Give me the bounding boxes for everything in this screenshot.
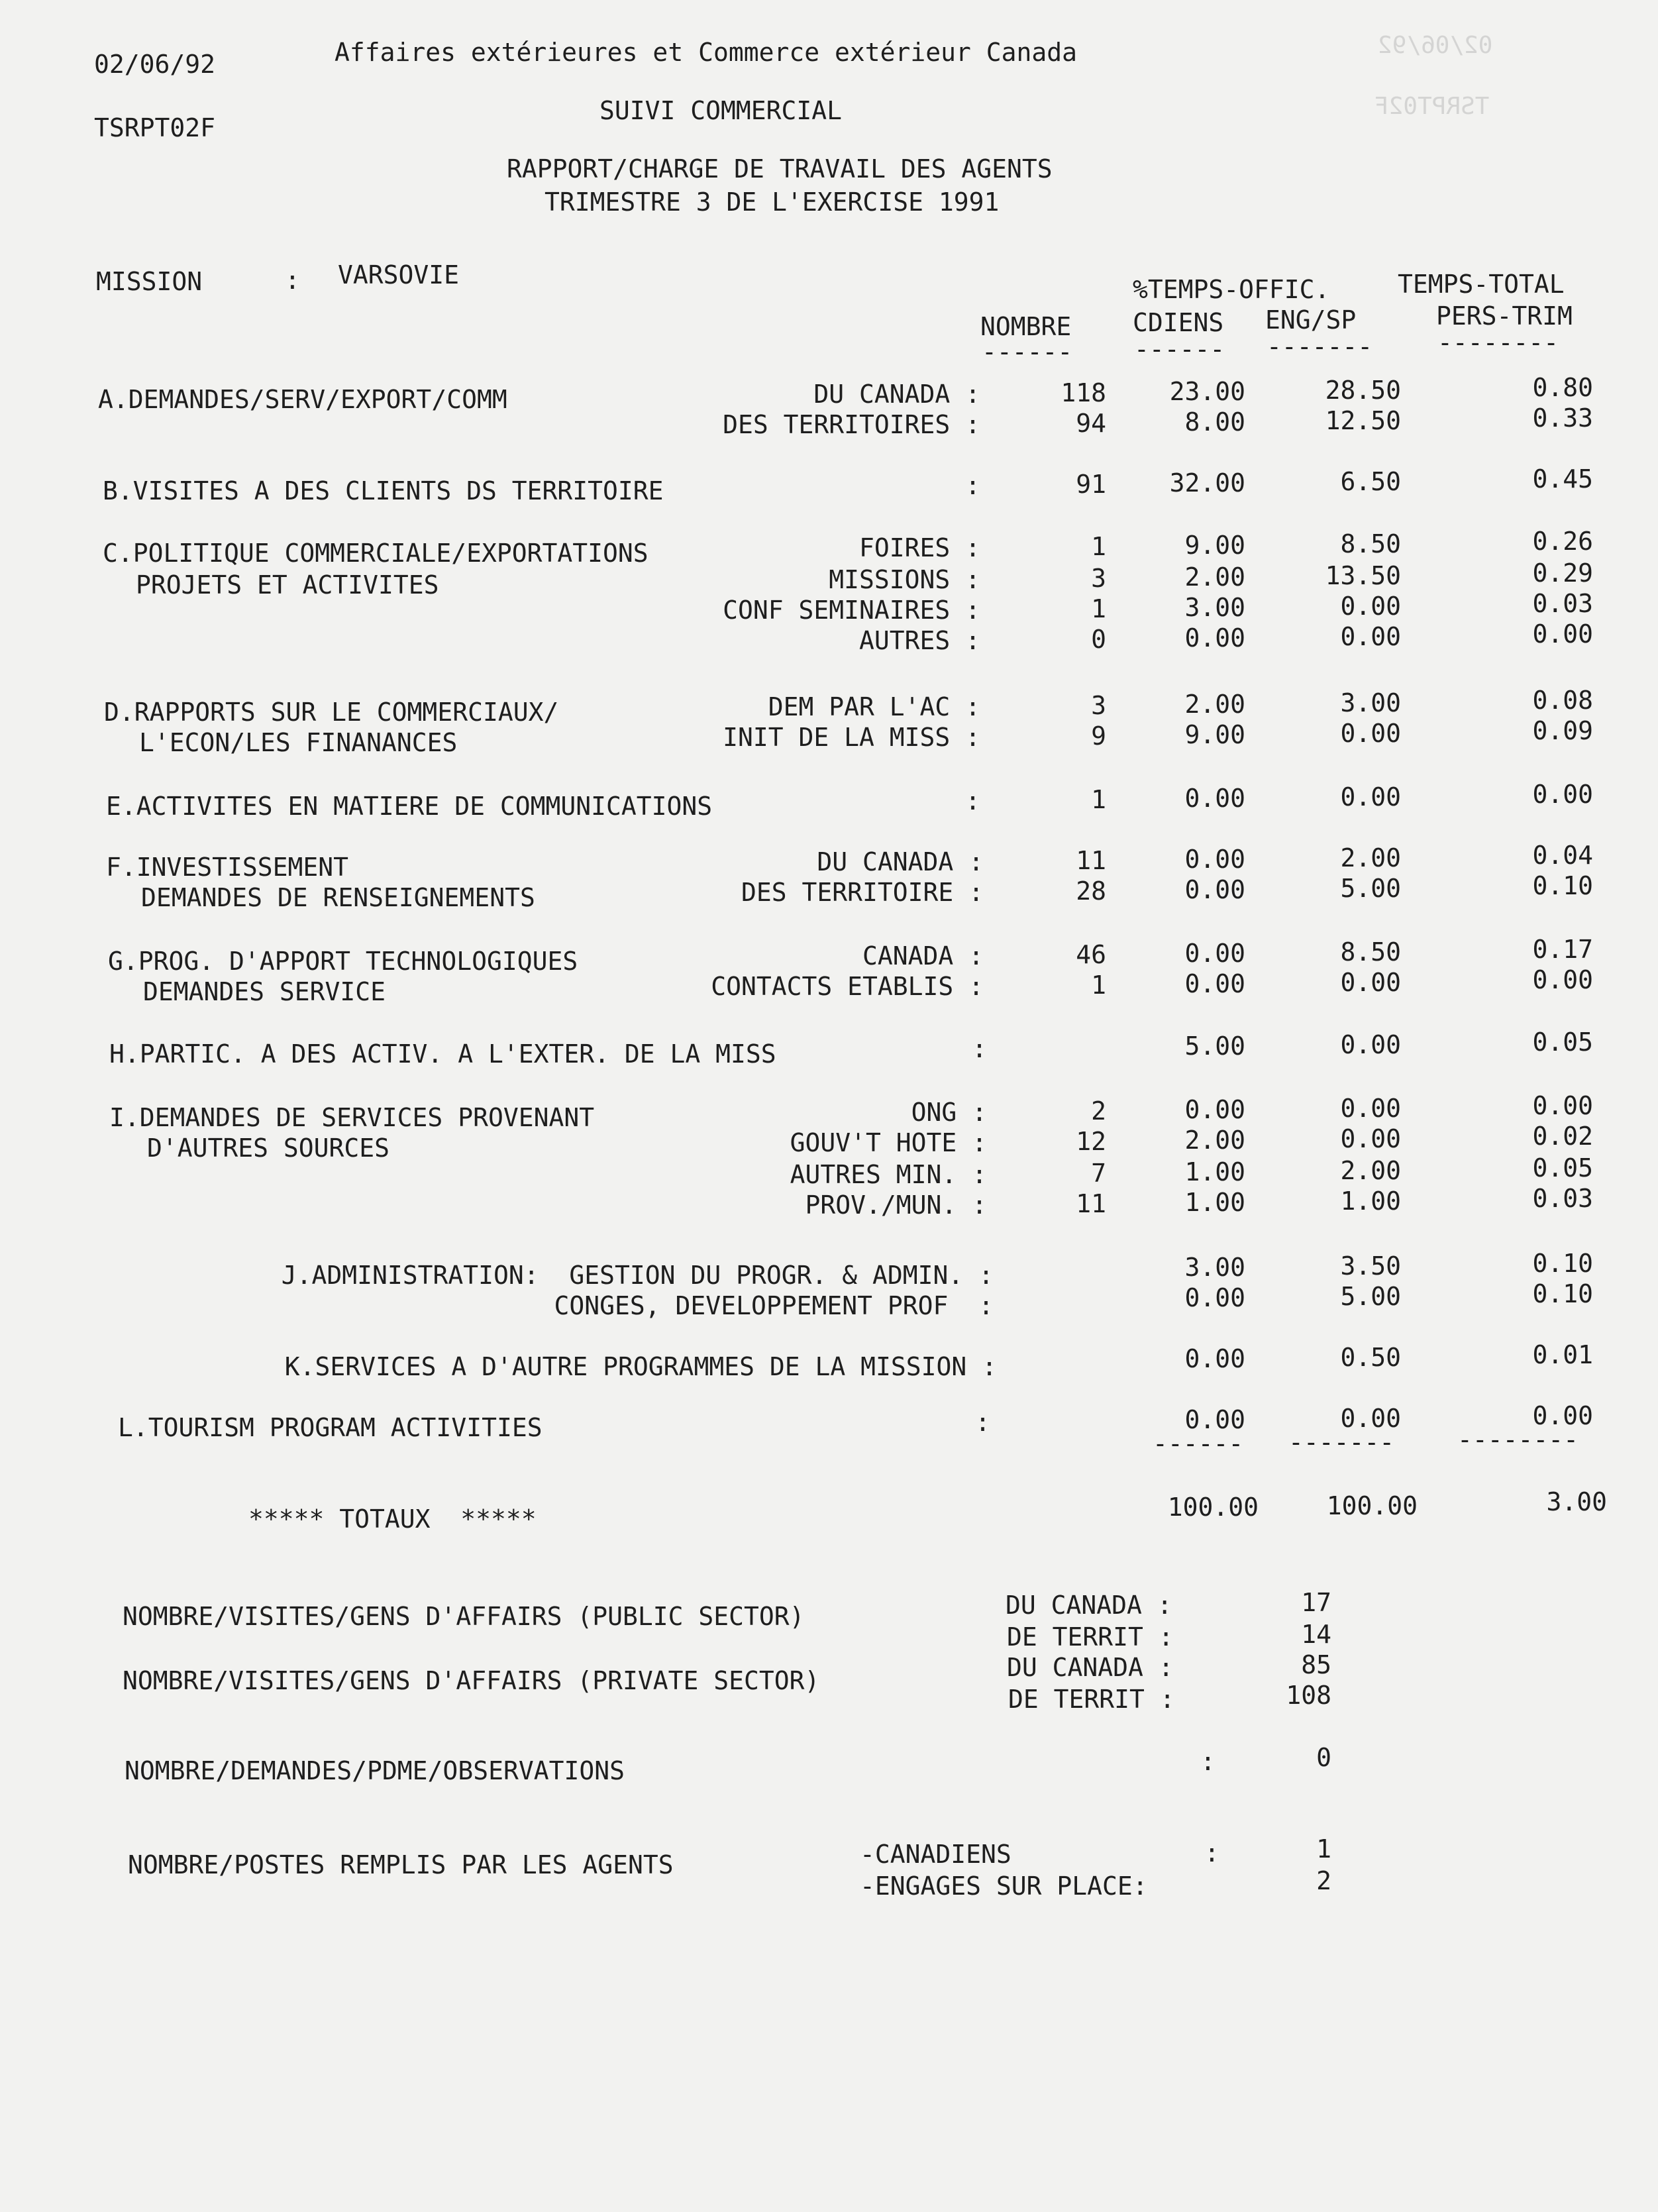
- row-nombre: 3: [1091, 691, 1106, 720]
- row-eng-sp: 3.00: [1340, 688, 1401, 717]
- row-pers-trim: 0.45: [1532, 464, 1593, 494]
- pdme-label: NOMBRE/DEMANDES/PDME/OBSERVATIONS: [125, 1756, 625, 1785]
- row-eng-sp: 6.50: [1340, 467, 1401, 496]
- row-label: D'AUTRES SOURCES: [147, 1133, 390, 1163]
- row-nombre: 1: [1091, 785, 1106, 814]
- row-nombre: 94: [1076, 409, 1106, 438]
- row-cdiens: 2.00: [1184, 690, 1245, 719]
- postes-canadiens-label: -CANADIENS: [860, 1840, 1011, 1869]
- row-sublabel: DES TERRITOIRE :: [741, 878, 984, 907]
- row-nombre: 7: [1091, 1159, 1106, 1188]
- row-nombre: 118: [1061, 378, 1106, 407]
- row-cdiens: 0.00: [1184, 1405, 1245, 1434]
- row-eng-sp: 5.00: [1340, 1282, 1401, 1311]
- row-eng-sp: 0.00: [1340, 1124, 1401, 1153]
- row-nombre: 0: [1091, 625, 1106, 654]
- row-label: B.VISITES A DES CLIENTS DS TERRITOIRE: [103, 476, 664, 505]
- row-cdiens: 2.00: [1184, 562, 1245, 592]
- row-eng-sp: 2.00: [1340, 843, 1401, 872]
- postes-canadiens-separator: :: [1204, 1838, 1219, 1868]
- row-cdiens: 0.00: [1184, 1344, 1245, 1373]
- row-label: L'ECON/LES FINANANCES: [139, 728, 458, 757]
- row-nombre: 11: [1076, 1189, 1106, 1218]
- row-eng-sp: 8.50: [1340, 937, 1401, 967]
- row-pers-trim: 0.17: [1532, 935, 1593, 964]
- row-pers-trim: 0.00: [1532, 619, 1593, 649]
- row-eng-sp: 13.50: [1325, 561, 1401, 590]
- row-cdiens: 9.00: [1184, 531, 1245, 560]
- system-name: SUIVI COMMERCIAL: [599, 96, 843, 125]
- postes-engages-label: -ENGAGES SUR PLACE:: [860, 1871, 1148, 1901]
- row-sublabel: AUTRES :: [858, 626, 980, 655]
- row-cdiens: 0.00: [1184, 939, 1245, 968]
- row-pers-trim: 0.02: [1532, 1122, 1593, 1151]
- row-cdiens: 2.00: [1184, 1126, 1245, 1155]
- row-nombre: 91: [1076, 470, 1106, 499]
- row-cdiens: 0.00: [1184, 1095, 1245, 1124]
- row-label: G.PROG. D'APPORT TECHNOLOGIQUES: [108, 947, 578, 976]
- row-eng-sp: 0.00: [1340, 622, 1401, 651]
- row-cdiens: 32.00: [1169, 468, 1245, 498]
- column-rule-pers-trim: --------: [1437, 328, 1559, 357]
- row-label: E.ACTIVITES EN MATIERE DE COMMUNICATIONS: [106, 792, 713, 821]
- row-label: DEMANDES SERVICE: [143, 977, 386, 1006]
- row-cdiens: 0.00: [1184, 784, 1245, 813]
- row-label: A.DEMANDES/SERV/EXPORT/COMM: [98, 385, 507, 414]
- row-nombre: 3: [1091, 564, 1106, 593]
- row-sublabel: :: [965, 471, 980, 500]
- postes-label: NOMBRE/POSTES REMPLIS PAR LES AGENTS: [128, 1850, 674, 1879]
- row-pers-trim: 0.08: [1532, 686, 1593, 715]
- row-cdiens: 0.00: [1184, 969, 1245, 998]
- postes-engages-value: 2: [1316, 1866, 1331, 1895]
- report-title: RAPPORT/CHARGE DE TRAVAIL DES AGENTS: [507, 154, 1053, 184]
- row-cdiens: 3.00: [1184, 593, 1245, 622]
- row-pers-trim: 0.10: [1532, 1249, 1593, 1278]
- row-pers-trim: 0.09: [1532, 716, 1593, 745]
- bleed-through-code: TSRPT02F: [1374, 93, 1490, 120]
- row-eng-sp: 0.00: [1340, 1094, 1401, 1123]
- row-eng-sp: 0.00: [1340, 782, 1401, 812]
- row-pers-trim: 0.26: [1532, 527, 1593, 556]
- row-cdiens: 3.00: [1184, 1253, 1245, 1282]
- row-sublabel: MISSIONS :: [829, 565, 980, 594]
- row-sublabel: CONF SEMINAIRES :: [723, 596, 980, 625]
- row-eng-sp: 0.00: [1340, 592, 1401, 621]
- row-cdiens: 23.00: [1169, 377, 1245, 406]
- row-pers-trim: 0.03: [1532, 589, 1593, 618]
- total-cdiens: 100.00: [1167, 1493, 1259, 1522]
- public-territ-value: 14: [1301, 1620, 1331, 1649]
- row-nombre: 1: [1091, 971, 1106, 1000]
- row-sublabel: DU CANADA :: [813, 380, 980, 409]
- postes-canadiens-value: 1: [1316, 1834, 1331, 1864]
- private-territ-value: 108: [1286, 1681, 1331, 1710]
- row-label: PROJETS ET ACTIVITES: [136, 570, 439, 600]
- private-territ-label: DE TERRIT :: [1008, 1685, 1175, 1714]
- mission-label: MISSION: [96, 267, 203, 296]
- row-cdiens: 8.00: [1184, 407, 1245, 437]
- row-sublabel: FOIRES :: [858, 533, 980, 562]
- public-canada-value: 17: [1301, 1588, 1331, 1617]
- row-eng-sp: 0.50: [1340, 1343, 1401, 1372]
- private-canada-label: DU CANADA :: [1007, 1653, 1174, 1682]
- row-nombre: 28: [1076, 876, 1106, 906]
- row-cdiens: 0.00: [1184, 1283, 1245, 1312]
- totals-label: ***** TOTAUX *****: [248, 1504, 537, 1534]
- private-visits-label: NOMBRE/VISITES/GENS D'AFFAIRS (PRIVATE SECTOR): [123, 1666, 820, 1695]
- row-pers-trim: 0.00: [1532, 965, 1593, 994]
- row-pers-trim: 0.00: [1532, 1091, 1593, 1120]
- pdme-separator: :: [1200, 1747, 1216, 1776]
- row-cdiens: 0.00: [1184, 623, 1245, 653]
- mission-value: VARSOVIE: [338, 260, 460, 290]
- row-nombre: 1: [1091, 594, 1106, 623]
- row-sublabel: CANADA :: [862, 941, 984, 971]
- row-label: I.DEMANDES DE SERVICES PROVENANT: [109, 1103, 595, 1132]
- report-code: TSRPT02F: [94, 113, 216, 142]
- row-cdiens: 5.00: [1184, 1031, 1245, 1061]
- report-date: 02/06/92: [94, 50, 216, 79]
- row-label: F.INVESTISSEMENT: [106, 853, 349, 882]
- public-territ-label: DE TERRIT :: [1007, 1622, 1174, 1652]
- row-eng-sp: 12.50: [1325, 406, 1401, 435]
- row-label: CONGES, DEVELOPPEMENT PROF :: [554, 1291, 994, 1320]
- row-eng-sp: 0.00: [1340, 719, 1401, 748]
- column-header-cdiens: CDIENS: [1133, 308, 1224, 337]
- column-rule-cdiens: ------: [1134, 335, 1225, 364]
- row-eng-sp: 2.00: [1340, 1156, 1401, 1185]
- row-sublabel: CONTACTS ETABLIS :: [711, 972, 984, 1001]
- row-nombre: 12: [1076, 1127, 1106, 1156]
- row-label: H.PARTIC. A DES ACTIV. A L'EXTER. DE LA MISS: [109, 1039, 776, 1069]
- row-pers-trim: 0.03: [1532, 1184, 1593, 1213]
- totals-rule-cdiens: ------: [1153, 1429, 1244, 1458]
- row-label: J.ADMINISTRATION: GESTION DU PROGR. & ADMIN. :: [281, 1261, 994, 1290]
- row-pers-trim: 0.29: [1532, 558, 1593, 588]
- report-period: TRIMESTRE 3 DE L'EXERCISE 1991: [544, 187, 1000, 217]
- column-group-temps-offic: %TEMPS-OFFIC.: [1133, 275, 1330, 304]
- organization-name: Affaires extérieures et Commerce extérieur Canada: [335, 38, 1078, 67]
- public-visits-label: NOMBRE/VISITES/GENS D'AFFAIRS (PUBLIC SECTOR): [123, 1602, 805, 1631]
- row-cdiens: 0.00: [1184, 875, 1245, 904]
- row-sublabel: AUTRES MIN. :: [790, 1160, 987, 1189]
- row-sublabel: DES TERRITOIRES :: [723, 410, 980, 439]
- column-rule-nombre: ------: [982, 337, 1073, 366]
- row-pers-trim: 0.05: [1532, 1153, 1593, 1183]
- row-cdiens: 0.00: [1184, 845, 1245, 874]
- row-pers-trim: 0.80: [1532, 373, 1593, 402]
- row-pers-trim: 0.05: [1532, 1027, 1593, 1057]
- column-rule-eng-sp: -------: [1267, 332, 1373, 361]
- column-header-eng-sp: ENG/SP: [1265, 305, 1357, 335]
- row-sublabel: :: [975, 1408, 990, 1437]
- row-sublabel: DEM PAR L'AC :: [768, 692, 980, 721]
- row-pers-trim: 0.10: [1532, 1279, 1593, 1308]
- row-sublabel: DU CANADA :: [817, 847, 984, 876]
- row-label: K.SERVICES A D'AUTRE PROGRAMMES DE LA MISSION :: [284, 1352, 997, 1381]
- row-sublabel: GOUV'T HOTE :: [790, 1128, 987, 1157]
- private-canada-value: 85: [1301, 1650, 1331, 1679]
- row-nombre: 9: [1091, 721, 1106, 751]
- row-eng-sp: 5.00: [1340, 874, 1401, 903]
- total-pers-trim: 3.00: [1546, 1487, 1607, 1516]
- row-cdiens: 1.00: [1184, 1157, 1245, 1186]
- row-eng-sp: 8.50: [1340, 529, 1401, 558]
- column-group-temps-total: TEMPS-TOTAL: [1398, 270, 1565, 299]
- row-eng-sp: 0.00: [1340, 968, 1401, 997]
- total-eng-sp: 100.00: [1326, 1491, 1418, 1520]
- row-eng-sp: 0.00: [1340, 1404, 1401, 1433]
- row-pers-trim: 0.00: [1532, 780, 1593, 809]
- mission-separator: :: [285, 266, 300, 295]
- row-cdiens: 1.00: [1184, 1188, 1245, 1217]
- column-header-nombre: NOMBRE: [980, 312, 1072, 341]
- pdme-value: 0: [1316, 1743, 1331, 1772]
- row-nombre: 1: [1091, 532, 1106, 561]
- row-label: L.TOURISM PROGRAM ACTIVITIES: [118, 1413, 543, 1442]
- public-canada-label: DU CANADA :: [1006, 1591, 1172, 1620]
- row-sublabel: PROV./MUN. :: [805, 1190, 987, 1220]
- column-header-pers-trim: PERS-TRIM: [1436, 301, 1573, 331]
- row-eng-sp: 3.50: [1340, 1251, 1401, 1281]
- row-sublabel: ONG :: [911, 1098, 987, 1127]
- row-sublabel: INIT DE LA MISS :: [723, 723, 980, 752]
- row-nombre: 46: [1076, 940, 1106, 969]
- row-pers-trim: 0.33: [1532, 403, 1593, 433]
- row-cdiens: 9.00: [1184, 720, 1245, 749]
- row-eng-sp: 1.00: [1340, 1186, 1401, 1216]
- row-eng-sp: 28.50: [1325, 376, 1401, 405]
- row-label: DEMANDES DE RENSEIGNEMENTS: [141, 883, 535, 912]
- row-sublabel: :: [972, 1034, 987, 1063]
- row-pers-trim: 0.00: [1532, 1401, 1593, 1430]
- totals-rule-pers-trim: --------: [1457, 1425, 1579, 1454]
- row-pers-trim: 0.04: [1532, 841, 1593, 870]
- row-nombre: 11: [1076, 846, 1106, 875]
- row-eng-sp: 0.00: [1340, 1030, 1401, 1059]
- row-sublabel: :: [965, 786, 980, 816]
- row-pers-trim: 0.10: [1532, 871, 1593, 900]
- row-label: D.RAPPORTS SUR LE COMMERCIAUX/: [104, 698, 559, 727]
- totals-rule-eng-sp: -------: [1288, 1428, 1395, 1457]
- row-nombre: 2: [1091, 1096, 1106, 1126]
- row-pers-trim: 0.01: [1532, 1340, 1593, 1369]
- bleed-through-date: 02/06/92: [1378, 32, 1493, 59]
- row-label: C.POLITIQUE COMMERCIALE/EXPORTATIONS: [103, 539, 648, 568]
